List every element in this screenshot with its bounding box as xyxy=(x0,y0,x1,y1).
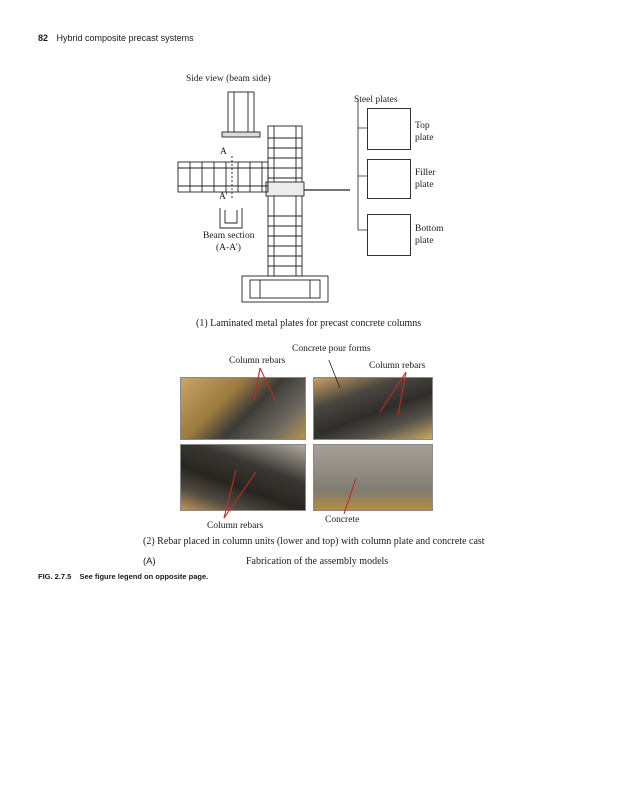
running-header xyxy=(38,33,194,43)
main-column xyxy=(268,126,302,276)
column-rebars-label-top-left: Column rebars xyxy=(229,356,286,366)
drawing-caption: (1) Laminated metal plates for precast concrete columns xyxy=(196,318,422,329)
bottom-plate-line2: plate xyxy=(415,236,434,246)
bottom-plate-line1: Bottom xyxy=(415,224,444,234)
panel-letter: (A) xyxy=(143,556,156,567)
photo-annotation-arrows xyxy=(180,360,440,530)
section-label-a-prime: A' xyxy=(219,192,228,202)
figure-caption xyxy=(38,572,208,581)
column-beam-drawing xyxy=(170,86,350,311)
upper-column-stub xyxy=(228,92,254,134)
filler-plate-line1: Filler xyxy=(415,168,436,178)
filler-plate-label xyxy=(415,167,436,191)
steel-plates-label: Steel plates xyxy=(354,95,398,105)
column-rebars-label-top-right: Column rebars xyxy=(369,361,426,371)
beam-section-u xyxy=(220,208,242,228)
page-number: 82 xyxy=(38,33,49,43)
concrete-pour-forms-label: Concrete pour forms xyxy=(292,344,371,354)
top-plate-line1: Top xyxy=(415,121,430,131)
figure-legend-note: See figure legend on opposite page. xyxy=(79,572,209,581)
column-rebars-label-bottom: Column rebars xyxy=(207,521,264,531)
plates-bracket xyxy=(340,100,370,240)
side-view-title: Side view (beam side) xyxy=(186,74,271,84)
top-plate-label xyxy=(415,120,433,144)
section-label-a: A xyxy=(220,147,227,157)
beam-section-label: Beam section xyxy=(203,231,255,241)
figure-number: FIG. 2.7.5 xyxy=(38,572,72,581)
filler-plate-drawing xyxy=(367,159,411,199)
filler-plate-line2: plate xyxy=(415,180,434,190)
panel-title: Fabrication of the assembly models xyxy=(246,556,389,567)
bottom-plate-label xyxy=(415,223,444,247)
photos-caption: (2) Rebar placed in column units (lower and top) with column plate and concrete cast xyxy=(143,536,485,547)
beam-cage xyxy=(178,162,268,192)
concrete-label: Concrete xyxy=(325,515,360,525)
running-title: Hybrid composite precast systems xyxy=(56,33,194,43)
top-plate-drawing xyxy=(367,108,411,150)
top-plate-line2: plate xyxy=(415,133,434,143)
beam-section-sublabel: (A-A') xyxy=(216,243,241,253)
bottom-plate-drawing xyxy=(367,214,411,256)
